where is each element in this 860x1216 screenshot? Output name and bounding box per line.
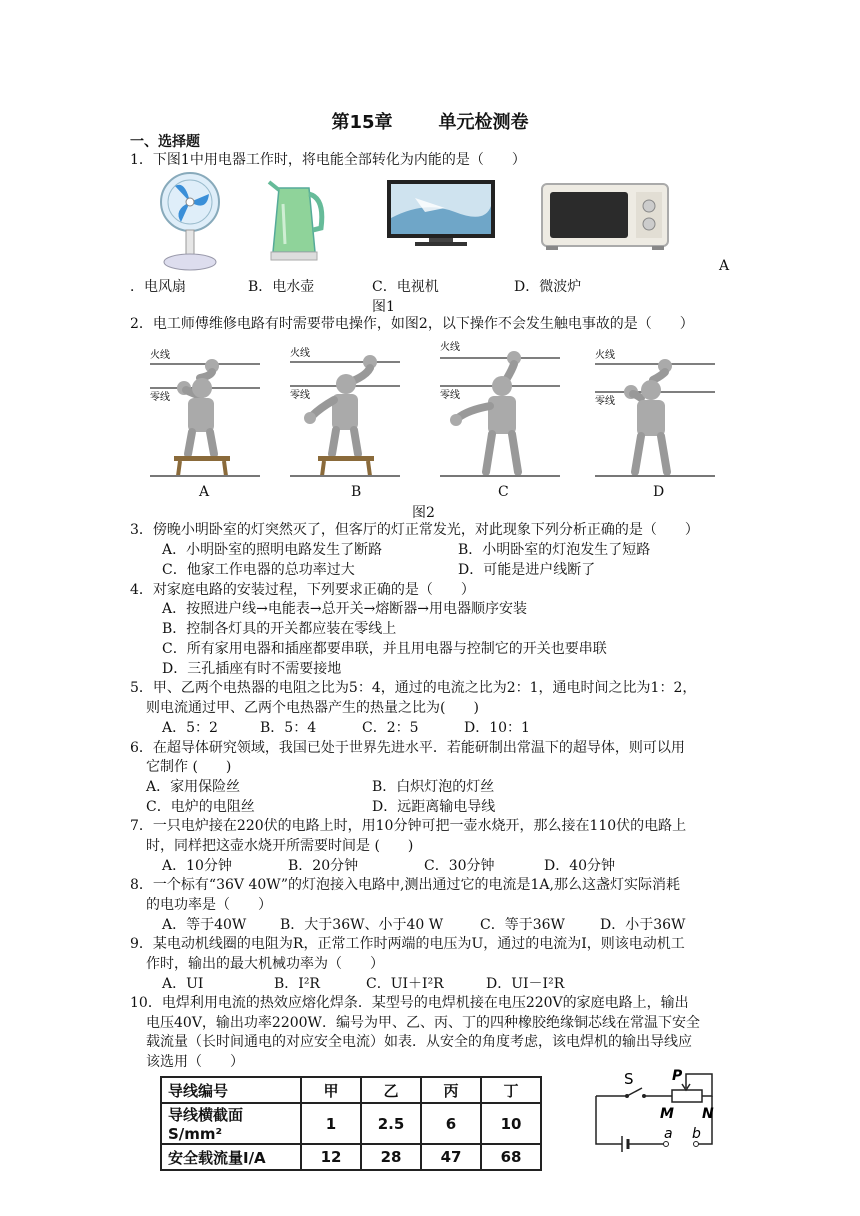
terminal-a-label: a: [664, 1126, 673, 1142]
figure-2-caption: 图2: [412, 505, 435, 521]
question-10-line-1: 10．电焊利用电流的热效应熔化焊条．某型号的电焊机接在电压220V的家庭电路上，输出: [130, 995, 689, 1011]
q4-option-a: A．按照进户线→电能表→总开关→熔断器→用电器顺序安装: [162, 601, 528, 617]
q4-option-b: B．控制各灯具的开关都应装在零线上: [162, 621, 397, 637]
question-3: 3．傍晚小明卧室的灯突然灭了，但客厅的灯正常发光，对此现象下列分析正确的是（ ）: [130, 522, 699, 538]
q1-option-b: B．电水壶: [248, 279, 315, 295]
q9-option-a: A．UI: [162, 976, 204, 992]
q5-option-a: A．5：2: [162, 720, 218, 736]
table-cell: 丙: [421, 1077, 481, 1103]
question-9-line-2: 作时，输出的最大机械功率为（ ）: [146, 956, 384, 972]
table-row: [161, 1144, 541, 1170]
q9-option-b: B．I²R: [274, 976, 320, 992]
fan-image: [155, 170, 225, 272]
q8-option-c: C．等于36W: [480, 917, 565, 933]
kettle-image: [265, 174, 327, 264]
question-9-line-1: 9．某电动机线圈的电阻为R，正常工作时两端的电压为U，通过的电流为I，则该电动机工: [130, 936, 685, 952]
terminal-m-label: M: [660, 1106, 674, 1122]
microwave-image: [540, 180, 670, 252]
zero-line-label-a: 零线: [150, 392, 170, 403]
q1-option-c: C．电视机: [372, 279, 439, 295]
q8-option-a: A．等于40W: [162, 917, 247, 933]
q6-option-a: A．家用保险丝: [146, 779, 241, 795]
table-cell: 12: [301, 1144, 361, 1170]
table-cell: 6: [421, 1103, 481, 1144]
q3-option-a: A．小明卧室的照明电路发生了断路: [162, 542, 383, 558]
fire-line-label-b: 火线: [290, 348, 310, 359]
terminal-n-label: N: [702, 1106, 714, 1122]
dangling-option-a-letter: A: [719, 258, 730, 274]
zero-line-label-c: 零线: [440, 390, 460, 401]
q7-option-d: D．40分钟: [544, 858, 616, 874]
fire-line-label-c: 火线: [440, 342, 460, 353]
fire-line-label-d: 火线: [595, 350, 615, 361]
zero-line-label-b: 零线: [290, 390, 310, 401]
q3-option-b: B．小明卧室的灯泡发生了短路: [458, 542, 651, 558]
section-heading: 一、选择题: [130, 134, 200, 150]
table-cell: 乙: [361, 1077, 421, 1103]
electrician-figure: [150, 336, 715, 486]
table-row: [161, 1103, 541, 1144]
tv-image: [385, 178, 497, 248]
figure-1-caption: 图1: [372, 299, 395, 315]
question-6-line-1: 6．在超导体研究领域，我国已处于世界先进水平．若能研制出常温下的超导体，则可以用: [130, 740, 685, 756]
slider-p-label: P: [672, 1068, 683, 1084]
terminal-b-label: b: [692, 1126, 701, 1142]
question-8-line-2: 的电功率是（ ）: [146, 897, 272, 913]
q7-option-a: A．10分钟: [162, 858, 232, 874]
question-7-line-1: 7．一只电炉接在220伏的电路上时，用10分钟可把一壶水烧开，那么接在110伏的电路上: [130, 818, 687, 834]
question-6-line-2: 它制作 ( ): [146, 759, 232, 775]
table-cell: 丁: [481, 1077, 541, 1103]
question-10-line-4: 该选用（ ）: [146, 1054, 244, 1070]
q3-option-d: D．可能是进户线断了: [458, 562, 596, 578]
q6-option-c: C．电炉的电阻丝: [146, 799, 255, 815]
question-5-line-1: 5．甲、乙两个电热器的电阻之比为5：4，通过的电流之比为2：1，通电时间之比为1：2，: [130, 680, 697, 696]
q7-option-c: C．30分钟: [424, 858, 495, 874]
chapter-number: 第15章: [331, 112, 393, 133]
question-1: 1．下图1中用电器工作时，将电能全部转化为内能的是（ ）: [130, 152, 526, 168]
zero-line-label-d: 零线: [595, 396, 615, 407]
question-10-line-3: 载流量（长时间通电的对应安全电流）如表．从安全的角度考虑，该电焊机的输出导线应: [146, 1034, 692, 1050]
q4-option-d: D．三孔插座有时不需要接地: [162, 661, 342, 677]
q9-option-d: D．UI－I²R: [486, 976, 565, 992]
panel-c-label: C: [498, 484, 509, 500]
question-10-line-2: 电压40V，输出功率2200W．编号为甲、乙、丙、丁的四种橡胶绝缘铜芯线在常温下安全: [146, 1015, 700, 1031]
chapter-name: 单元检测卷: [438, 112, 529, 133]
wire-spec-table: [160, 1076, 542, 1171]
q5-option-b: B．5：4: [260, 720, 317, 736]
q7-option-b: B．20分钟: [288, 858, 359, 874]
q1-option-a: ．电风扇: [130, 279, 186, 295]
q3-option-c: C．他家工作电器的总功率过大: [162, 562, 355, 578]
question-8-line-1: 8．一个标有“36V 40W”的灯泡接入电路中,测出通过它的电流是1A,那么这盏灯实际消耗: [130, 877, 680, 893]
fire-line-label-a: 火线: [150, 350, 170, 361]
panel-d-label: D: [653, 484, 665, 500]
q1-option-d: D．微波炉: [514, 279, 582, 295]
table-cell: 1: [301, 1103, 361, 1144]
panel-b-label: B: [351, 484, 362, 500]
q5-option-d: D．10：1: [464, 720, 530, 736]
q8-option-b: B．大于36W、小于40 W: [280, 917, 444, 933]
table-cell: 28: [361, 1144, 421, 1170]
question-5-line-2: 则电流通过甲、乙两个电热器产生的热量之比为( ): [146, 700, 479, 716]
table-cell: 导线横截面S/mm²: [161, 1103, 301, 1144]
table-cell: 47: [421, 1144, 481, 1170]
table-cell: 10: [481, 1103, 541, 1144]
table-cell: 导线编号: [161, 1077, 301, 1103]
question-2: 2．电工师傅维修电路有时需要带电操作，如图2，以下操作不会发生触电事故的是（ ）: [130, 316, 694, 332]
question-4: 4．对家庭电路的安装过程，下列要求正确的是（ ）: [130, 582, 475, 598]
table-cell: 2.5: [361, 1103, 421, 1144]
q5-option-c: C．2：5: [362, 720, 419, 736]
question-7-line-2: 时，同样把这壶水烧开所需要时间是 ( ): [146, 838, 414, 854]
q9-option-c: C．UI＋I²R: [366, 976, 444, 992]
switch-label: S: [624, 1070, 634, 1088]
table-cell: 安全载流量I/A: [161, 1144, 301, 1170]
table-cell: 甲: [301, 1077, 361, 1103]
q6-option-b: B．白炽灯泡的灯丝: [372, 779, 495, 795]
circuit-diagram: [586, 1066, 726, 1156]
q4-option-c: C．所有家用电器和插座都要串联，并且用电器与控制它的开关也要串联: [162, 641, 607, 657]
q8-option-d: D．小于36W: [600, 917, 686, 933]
q6-option-d: D．远距离输电导线: [372, 799, 496, 815]
table-cell: 68: [481, 1144, 541, 1170]
table-row: [161, 1077, 541, 1103]
page-title: [0, 108, 860, 134]
panel-a-label: A: [199, 484, 210, 500]
